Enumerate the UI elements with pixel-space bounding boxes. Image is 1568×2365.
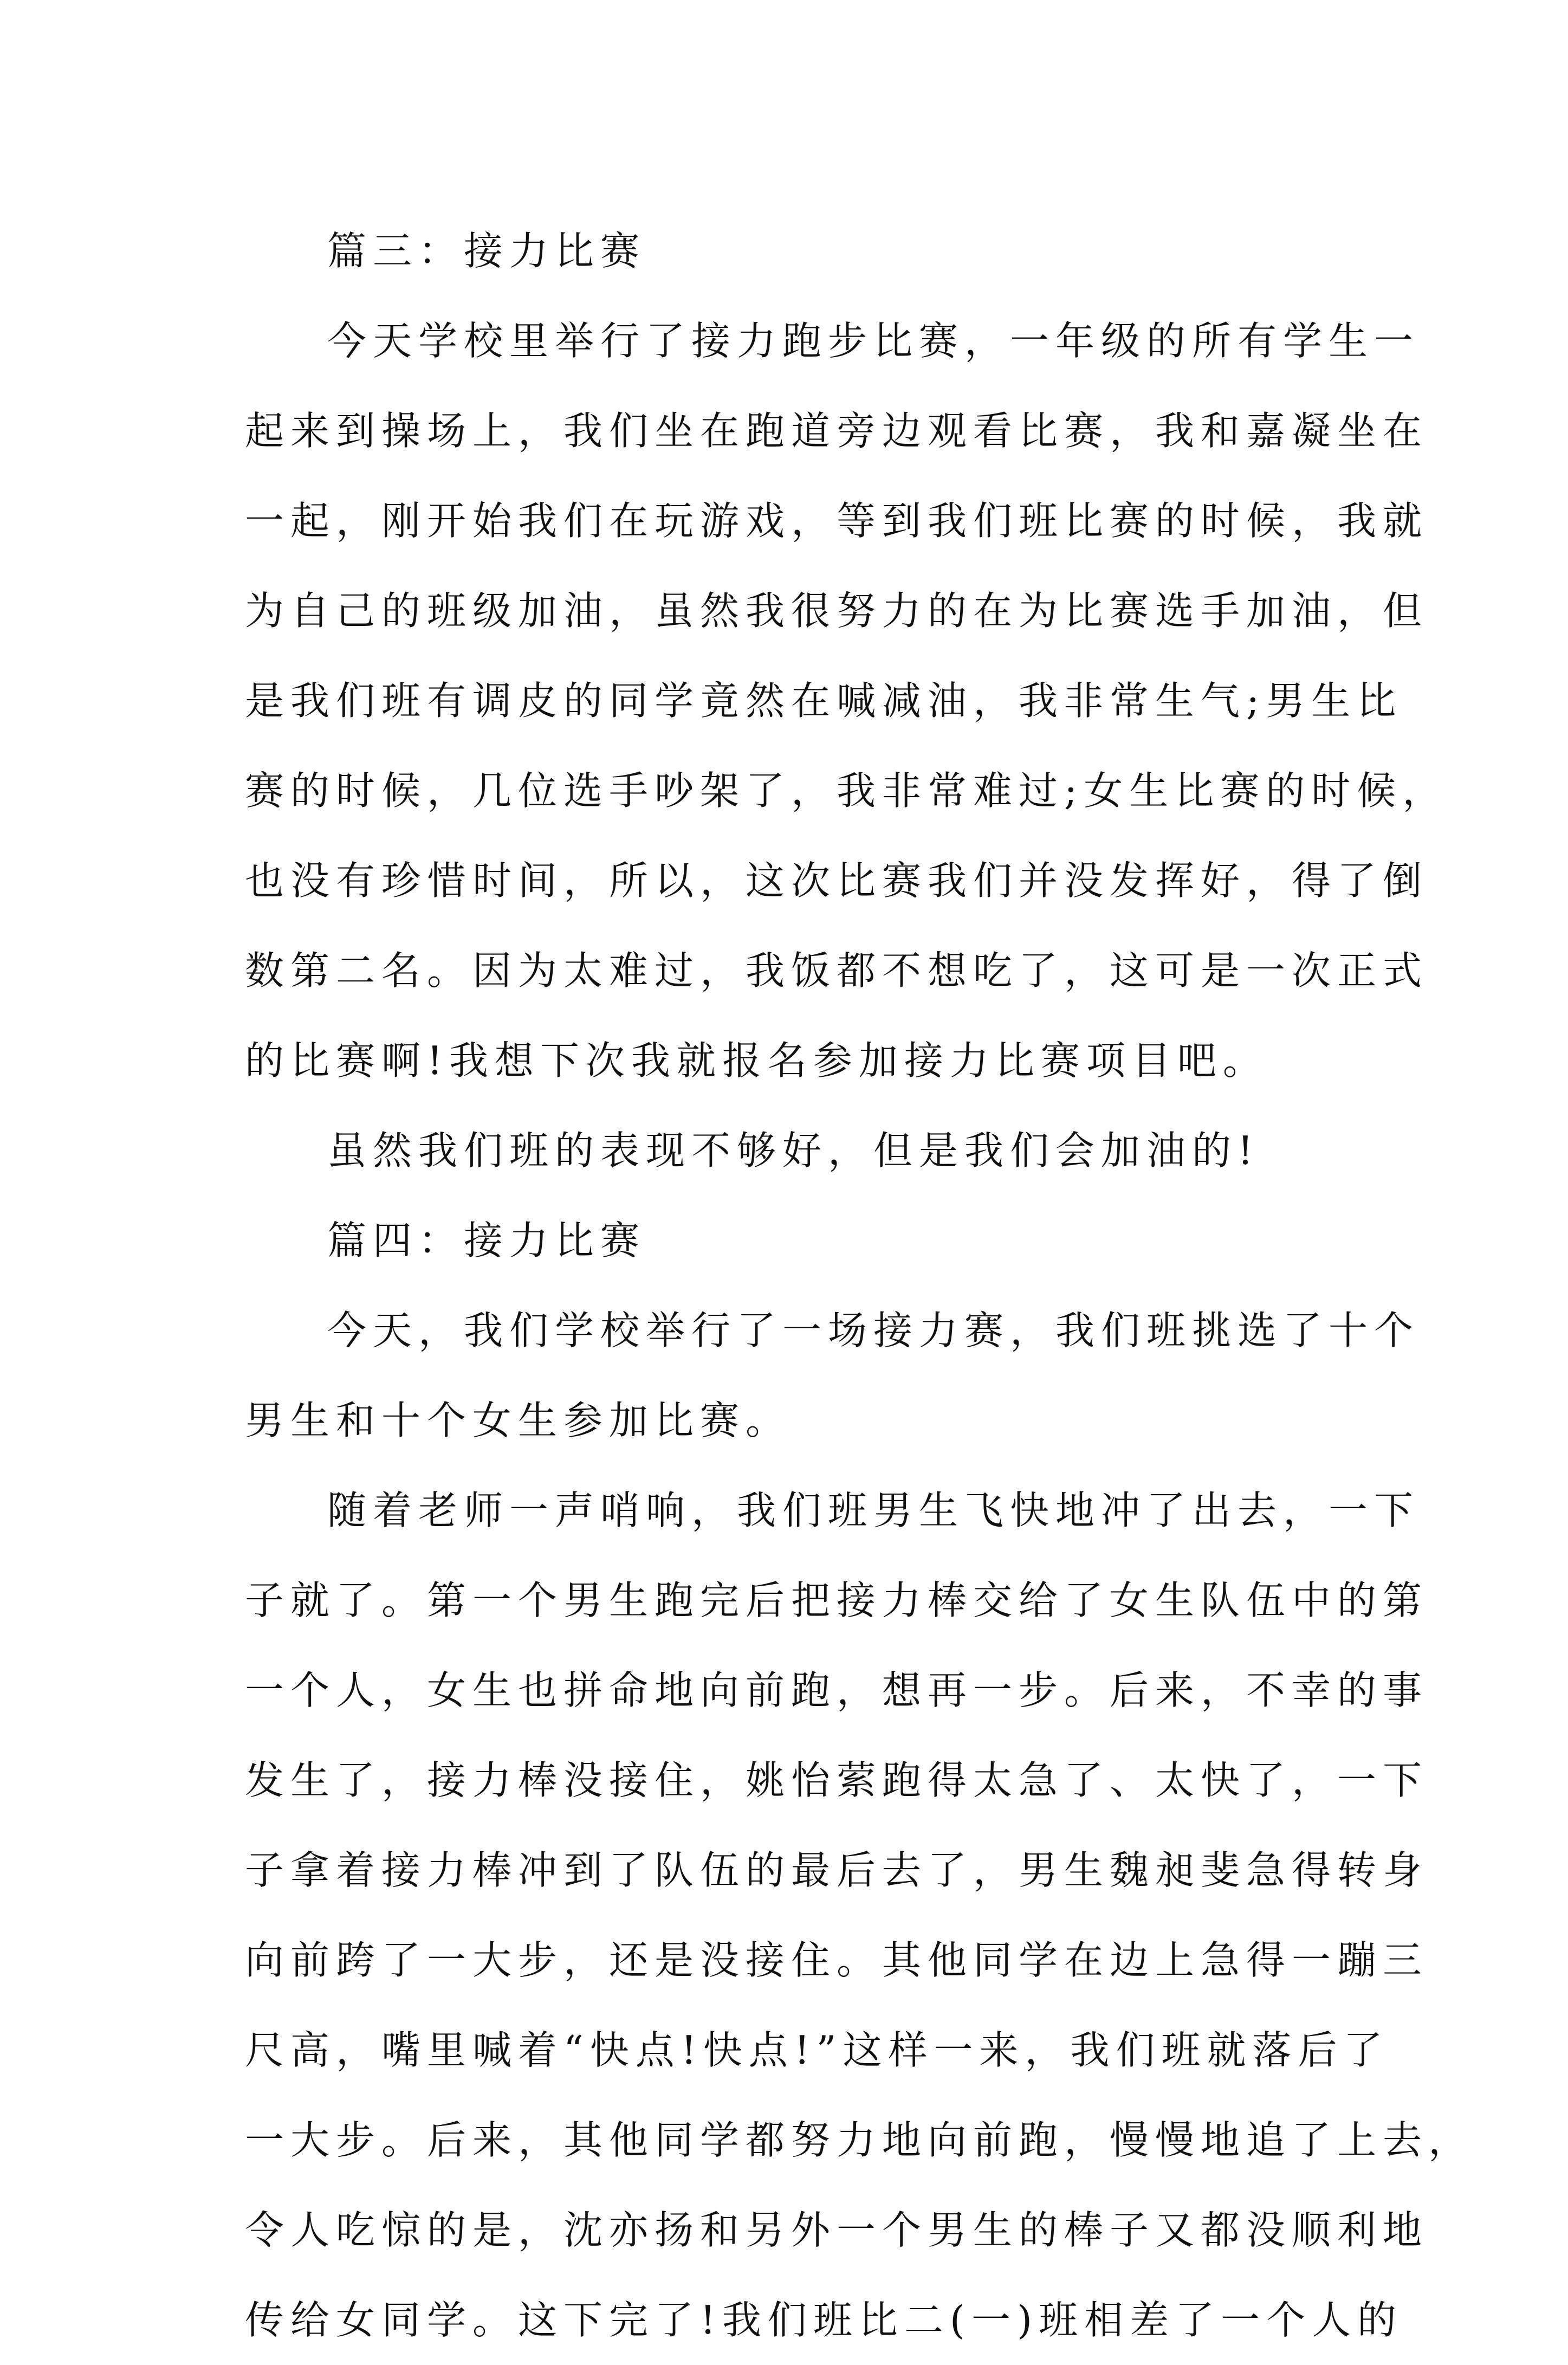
text-line: 今天学校里举行了接力跑步比赛，一年级的所有学生一 — [327, 318, 1420, 364]
text-line: 虽然我们班的表现不够好，但是我们会加油的! — [327, 1128, 1260, 1173]
text-line: 一大步。后来，其他同学都努力地向前跑，慢慢地追了上去， — [245, 2117, 1474, 2163]
text-line: 令人吃惊的是，沈亦扬和另外一个男生的棒子又都没顺利地 — [245, 2207, 1429, 2253]
text-line: 随着老师一声哨响，我们班男生飞快地冲了出去，一下 — [327, 1488, 1420, 1533]
text-line: 子就了。第一个男生跑完后把接力棒交给了女生队伍中的第 — [245, 1578, 1429, 1623]
text-line: 子拿着接力棒冲到了队伍的最后去了，男生魏昶斐急得转身 — [245, 1847, 1429, 1893]
section-heading-4: 篇四：接力比赛 — [327, 1218, 646, 1263]
text-line: 起来到操场上，我们坐在跑道旁边观看比赛，我和嘉凝坐在 — [245, 408, 1429, 454]
text-line: 向前跨了一大步，还是没接住。其他同学在边上急得一蹦三 — [245, 1937, 1429, 1983]
section-heading-3: 篇三：接力比赛 — [327, 228, 646, 274]
text-line: 今天，我们学校举行了一场接力赛，我们班挑选了十个 — [327, 1308, 1420, 1353]
text-line: 是我们班有调皮的同学竟然在喊减油，我非常生气;男生比 — [245, 678, 1403, 723]
document-body — [245, 206, 1474, 2365]
text-line: 传给女同学。这下完了!我们班比二(一)班相差了一个人的 — [245, 2297, 1403, 2343]
text-line: 男生和十个女生参加比赛。 — [245, 1398, 792, 1443]
text-line: 发生了，接力棒没接住，姚怡萦跑得太急了、太快了，一下 — [245, 1757, 1429, 1803]
text-line: 的比赛啊!我想下次我就报名参加接力比赛项目吧。 — [245, 1038, 1268, 1083]
text-line: 赛的时候，几位选手吵架了，我非常难过;女生比赛的时候， — [245, 768, 1448, 813]
text-line: 数第二名。因为太难过，我饭都不想吃了，这可是一次正式 — [245, 948, 1429, 993]
text-line: 也没有珍惜时间，所以，这次比赛我们并没发挥好，得了倒 — [245, 858, 1429, 903]
text-line: 为自己的班级加油，虽然我很努力的在为比赛选手加油，但 — [245, 588, 1429, 634]
text-line: 一起，刚开始我们在玩游戏，等到我们班比赛的时候，我就 — [245, 498, 1429, 544]
text-line: 尺高，嘴里喊着“快点!快点!”这样一来，我们班就落后了 — [245, 2027, 1389, 2073]
text-line: 一个人，女生也拼命地向前跑，想再一步。后来，不幸的事 — [245, 1668, 1429, 1713]
